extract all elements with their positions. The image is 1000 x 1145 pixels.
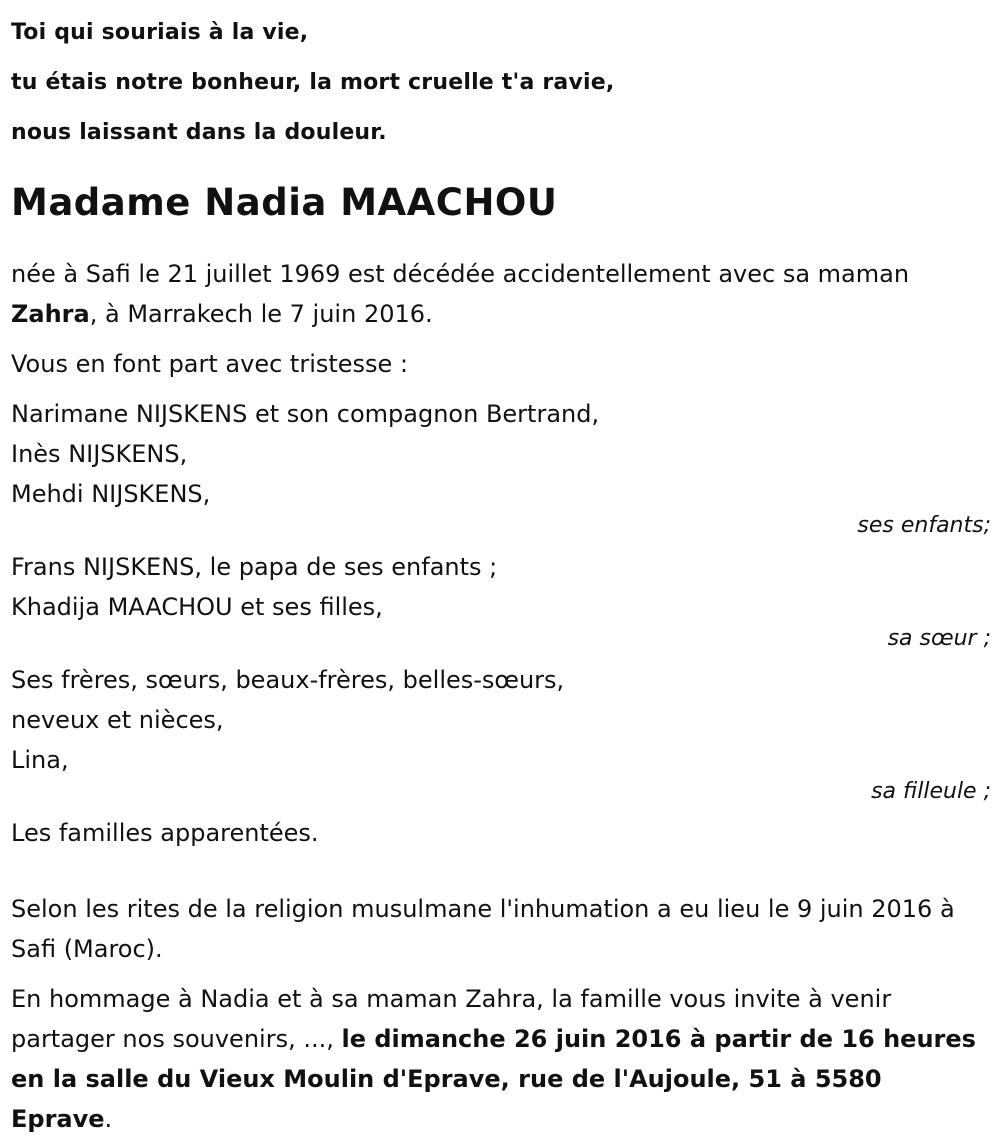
children-group — [11, 394, 991, 539]
poem-line-2: tu étais notre bonheur, la mort cruelle t'a ravie, — [11, 70, 615, 95]
burial-paragraph: Selon les rites de la religion musulmane l'inhumation a eu lieu le 9 juin 2016 à Safi (Maroc). — [11, 895, 955, 963]
intro-text-after: , à Marrakech le 7 juin 2016. — [89, 300, 433, 328]
poem-line-1: Toi qui souriais à la vie, — [11, 20, 309, 45]
mother-name: Zahra — [11, 300, 90, 328]
intro-text-before: née à Safi le 21 juillet 1969 est décédée accidentellement avec sa maman — [11, 260, 910, 288]
deceased-name: Madame Nadia MAACHOU — [11, 181, 558, 224]
poem — [11, 8, 991, 158]
extended-family-line: neveux et nièces, — [11, 706, 224, 734]
extended-family-line: Lina, — [11, 746, 69, 774]
tribute-text-after: . — [104, 1105, 113, 1133]
father-sister-group — [11, 547, 991, 652]
goddaughter-relation: sa filleule ; — [871, 779, 991, 804]
extended-family-group — [11, 660, 991, 805]
child-line: Narimane NIJSKENS et son compagnon Bertrand, — [11, 400, 600, 428]
announcement-line: Vous en font part avec tristesse : — [11, 350, 409, 378]
child-line: Inès NIJSKENS, — [11, 440, 188, 468]
extended-family-line: Ses frères, sœurs, beaux-frères, belles-sœurs, — [11, 666, 565, 694]
father-line: Frans NIJSKENS, le papa de ses enfants ; — [11, 553, 498, 581]
poem-line-3: nous laissant dans la douleur. — [11, 120, 387, 145]
obituary-notice — [11, 8, 991, 1139]
related-families: Les familles apparentées. — [11, 819, 319, 847]
tribute-text-before: En hommage à Nadia et à sa maman Zahra, la famille vous invite à venir partager nos souvenirs, ..., — [11, 985, 892, 1053]
tribute-paragraph — [11, 979, 991, 1139]
birth-death-paragraph — [11, 254, 991, 334]
sister-relation: sa sœur ; — [887, 626, 991, 651]
tribute-event-details: le dimanche 26 juin 2016 à partir de 16 heures en la salle du Vieux Moulin d'Eprave, rue de l'Aujoule, 51 à 5580 Eprave — [11, 1025, 976, 1133]
children-relation: ses enfants; — [857, 513, 991, 538]
child-line: Mehdi NIJSKENS, — [11, 480, 211, 508]
sister-line: Khadija MAACHOU et ses filles, — [11, 593, 383, 621]
